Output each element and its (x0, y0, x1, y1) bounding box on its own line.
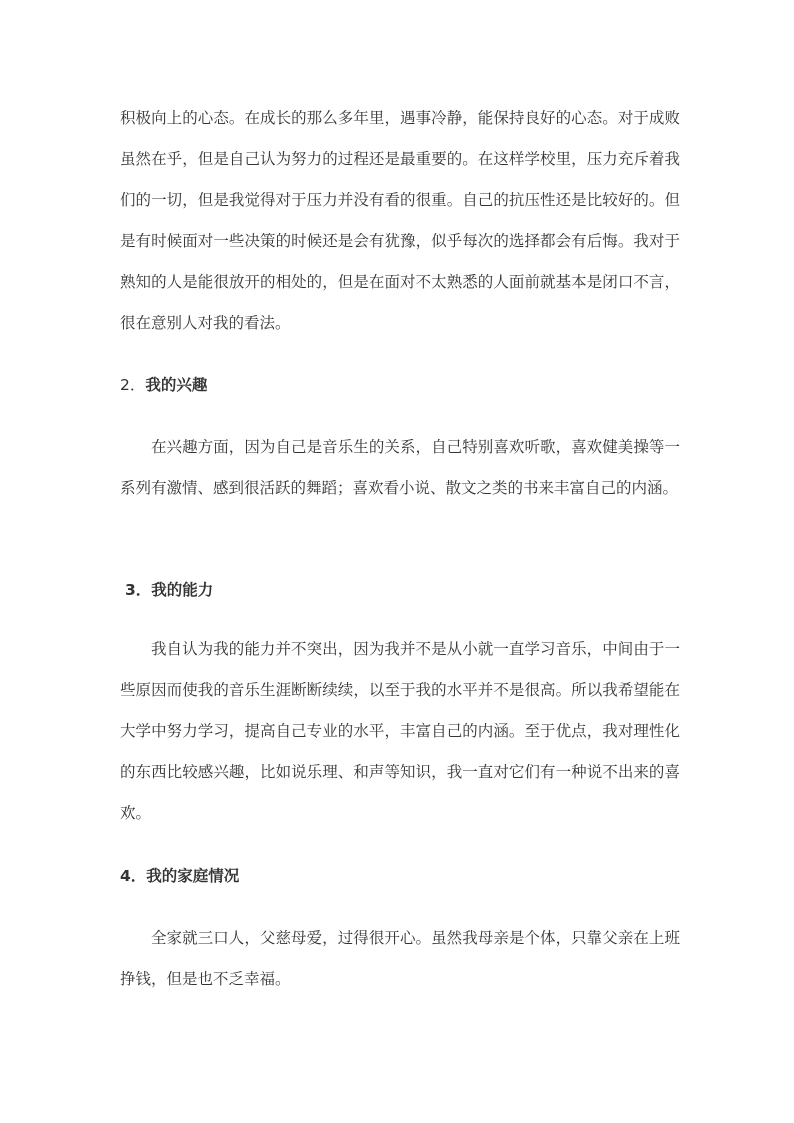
paragraph-mindset: 积极向上的心态。在成长的那么多年里，遇事冷静，能保持良好的心态。对于成败虽然在乎，但是自己认为努力的过程还是最重要的。在这样学校里，压力充斥着我们的一切，但是我觉得对于压力并没有看的很重。自己的抗压性还是比较好的。但是有时候面对一些决策的时候还是会有犹豫，似乎每次的选择都会有后悔。我对于熟知的人是能很放开的相处的，但是在面对不太熟悉的人面前就基本是闭口不言，很在意别人对我的看法。 (120, 109, 680, 332)
section-2-heading (120, 373, 680, 397)
section-2-body: 在兴趣方面，因为自己是音乐生的关系，自己特别喜欢听歌，喜欢健美操等一系列有激情、感到很活跃的舞蹈；喜欢看小说、散文之类的书来丰富自己的内涵。 (120, 438, 680, 497)
section-4-body: 全家就三口人，父慈母爱，过得很开心。虽然我母亲是个体，只靠父亲在上班挣钱，但是也不乏幸福。 (120, 929, 680, 988)
section-3-number: 3． (125, 581, 152, 599)
section-4-heading (120, 864, 680, 888)
section-3-heading (125, 578, 685, 602)
section-3-title: 我的能力 (151, 581, 214, 599)
section-4-number: 4． (120, 867, 147, 885)
section-2-title: 我的兴趣 (145, 376, 208, 394)
section-3-body: 我自认为我的能力并不突出，因为我并不是从小就一直学习音乐，中间由于一些原因而使我的音乐生涯断断续续，以至于我的水平并不是很高。所以我希望能在大学中努力学习，提高自己专业的水平，丰富自己的内涵。至于优点，我对理性化的东西比较感兴趣，比如说乐理、和声等知识，我一直对它们有一种说不出来的喜欢。 (120, 640, 680, 822)
section-4-title: 我的家庭情况 (146, 867, 240, 885)
section-2-number: 2． (120, 376, 146, 394)
